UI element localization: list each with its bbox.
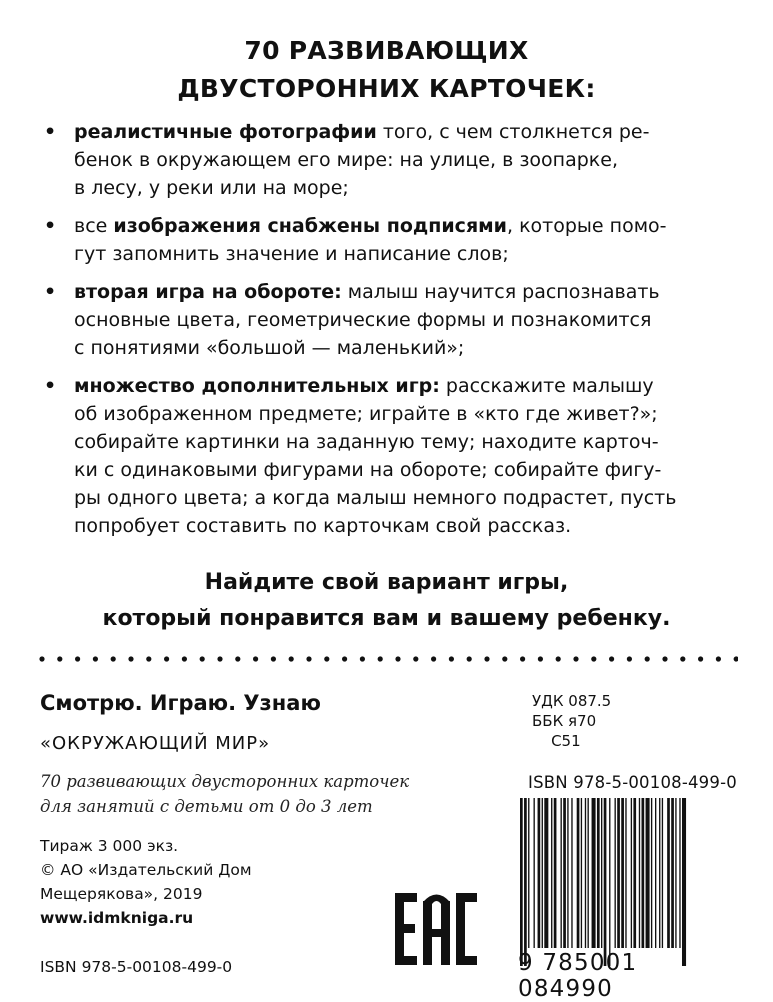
divider-dot (253, 656, 258, 661)
divider-dot (698, 656, 703, 661)
barcode-bar (646, 798, 650, 948)
barcode-bar (561, 798, 562, 948)
divider-dot (324, 656, 329, 661)
feature-item-extra-games (44, 372, 708, 540)
barcode-bar (633, 798, 636, 948)
barcode-bar (625, 798, 626, 948)
divider-dot (306, 656, 311, 661)
divider-dot (378, 656, 383, 661)
barcode-bar (571, 798, 572, 948)
feature-bold: множество дополнительных игр: (74, 375, 440, 397)
bullet-marker: • (44, 121, 57, 143)
barcode-bar (542, 798, 543, 948)
divider-dot (716, 656, 721, 661)
eac-logo (395, 893, 477, 965)
divider-dot (164, 656, 169, 661)
divider-dot (57, 656, 62, 661)
feature-text: , которые помо- (507, 215, 667, 237)
bullet-marker: • (44, 375, 57, 397)
series-title: Смотрю. Играю. Узнаю (40, 691, 321, 715)
barcode-bar (520, 798, 523, 966)
divider-dot (680, 656, 685, 661)
barcode-bar (585, 798, 586, 948)
feature-text: собирайте картинки на заданную тему; находите карточ- (74, 431, 659, 453)
eac-mark-icon (395, 893, 477, 969)
divider-dot (289, 656, 294, 661)
divider-dot (467, 656, 472, 661)
divider-dot (591, 656, 596, 661)
feature-text: гут запомнить значение и написание слов; (74, 243, 509, 265)
isbn-text: ISBN 978-5-00108-499-0 (40, 958, 233, 976)
divider-dot (93, 656, 98, 661)
feature-text: того, с чем столкнется ре- (376, 121, 650, 143)
divider-dot (449, 656, 454, 661)
barcode-graphic (518, 798, 740, 968)
book-subtitle: «ОКРУЖАЮЩИЙ МИР» (40, 733, 271, 754)
barcode-bar (524, 798, 527, 966)
dotted-divider (38, 652, 738, 666)
product-description (40, 769, 409, 819)
feature-text: в лесу, у реки или на море; (74, 177, 349, 199)
feature-text: бенок в окружающем его мире: на улице, в зоопарке, (74, 149, 618, 171)
feature-text: ры одного цвета; а когда малыш немного подрастет, пусть (74, 487, 677, 509)
barcode-bar (662, 798, 663, 948)
divider-dot (39, 656, 44, 661)
description-line-2: для занятий с детьми от 0 до 3 лет (40, 797, 373, 816)
barcode-bar (682, 798, 686, 966)
divider-dot (734, 656, 738, 661)
divider-dot (360, 656, 365, 661)
feature-text: с понятиями «большой — маленький»; (74, 337, 465, 359)
copyright-line-1: © АО «Издательский Дом (40, 861, 252, 879)
divider-dot (271, 656, 276, 661)
divider-dot (395, 656, 400, 661)
barcode-bar (554, 798, 557, 948)
feature-text: малыш научится распознавать (341, 281, 660, 303)
feature-text: ки с одинаковыми фигурами на обороте; собирайте фигу- (74, 459, 662, 481)
barcode-bar (651, 798, 652, 948)
barcode-isbn-label: ISBN 978-5-00108-499-0 (528, 773, 737, 792)
barcode-bar (615, 798, 616, 948)
divider-dot (235, 656, 240, 661)
barcode-bar (534, 798, 535, 948)
barcode-digits: 9 785001 084990 (518, 950, 638, 1002)
barcode-bar (675, 798, 676, 948)
feature-item-photos (44, 118, 708, 202)
feature-list (44, 118, 708, 550)
barcode-bar (567, 798, 568, 948)
feature-text: попробует составить по карточкам свой рассказ. (74, 515, 572, 537)
feature-text: расскажите малышу (439, 375, 654, 397)
dotted-divider-graphic (38, 652, 738, 666)
divider-dot (342, 656, 347, 661)
divider-dot (556, 656, 561, 661)
divider-dot (75, 656, 80, 661)
divider-dot (520, 656, 525, 661)
divider-dot (573, 656, 578, 661)
heading-line-1: 70 РАЗВИВАЮЩИХ (244, 36, 529, 65)
divider-dot (217, 656, 222, 661)
barcode-bar (631, 798, 632, 948)
barcode-bar (538, 798, 541, 948)
divider-dot (431, 656, 436, 661)
main-heading (0, 32, 773, 108)
divider-dot (627, 656, 632, 661)
barcode-bar (597, 798, 600, 948)
barcode-bar (528, 798, 529, 948)
barcode-bar (581, 798, 582, 948)
feature-item-captions (44, 212, 708, 268)
barcode-bar (679, 798, 680, 948)
author-mark: С51 (532, 732, 581, 750)
copyright-line-2: Мещерякова», 2019 (40, 885, 203, 903)
barcode-bar (544, 798, 548, 948)
barcode-bar (667, 798, 670, 948)
feature-text: об изображенном предмете; играйте в «кто где живет?»; (74, 403, 658, 425)
barcode-bar (617, 798, 620, 948)
print-run: Тираж 3 000 экз. (40, 837, 179, 855)
divider-dot (182, 656, 187, 661)
feature-bold: вторая игра на обороте: (74, 281, 342, 303)
barcode-bar (592, 798, 596, 948)
feature-bold: изображения снабжены подписями (113, 215, 507, 237)
barcode-bar (659, 798, 660, 948)
barcode (518, 798, 740, 972)
heading-line-2: ДВУСТОРОННИХ КАРТОЧЕК: (177, 74, 596, 103)
udk-code: УДК 087.5 (532, 692, 612, 710)
description-line-1: 70 развивающих двусторонних карточек (40, 772, 410, 791)
tagline-line-1: Найдите свой вариант игры, (204, 570, 569, 595)
barcode-bar (621, 798, 624, 948)
barcode-bar (551, 798, 552, 948)
barcode-bar (609, 798, 610, 966)
barcode-bar (671, 798, 674, 948)
barcode-bar (577, 798, 580, 948)
barcode-bar (642, 798, 645, 948)
bullet-marker: • (44, 215, 57, 237)
tagline-line-2: который понравится вам и вашему ребенку. (102, 606, 671, 631)
divider-dot (662, 656, 667, 661)
barcode-bar (601, 798, 602, 948)
tagline (0, 565, 773, 637)
divider-dot (645, 656, 650, 661)
divider-dot (146, 656, 151, 661)
divider-dot (111, 656, 116, 661)
bbk-code: ББК я70 (532, 712, 597, 730)
feature-text: основные цвета, геометрические формы и познакомится (74, 309, 652, 331)
divider-dot (538, 656, 543, 661)
divider-dot (413, 656, 418, 661)
feature-item-reverse-game (44, 278, 708, 362)
feature-text: все (74, 215, 114, 237)
divider-dot (128, 656, 133, 661)
divider-dot (200, 656, 205, 661)
barcode-bar (655, 798, 656, 948)
divider-dot (609, 656, 614, 661)
barcode-bar (639, 798, 640, 948)
feature-bold: реалистичные фотографии (74, 121, 377, 143)
barcode-bar (563, 798, 566, 948)
bullet-marker: • (44, 281, 57, 303)
publisher-website: www.idmkniga.ru (40, 909, 194, 927)
divider-dot (484, 656, 489, 661)
classification-codes (532, 691, 611, 751)
barcode-bar (604, 798, 607, 966)
imprint-block (40, 834, 252, 930)
divider-dot (502, 656, 507, 661)
barcode-bar (588, 798, 589, 948)
